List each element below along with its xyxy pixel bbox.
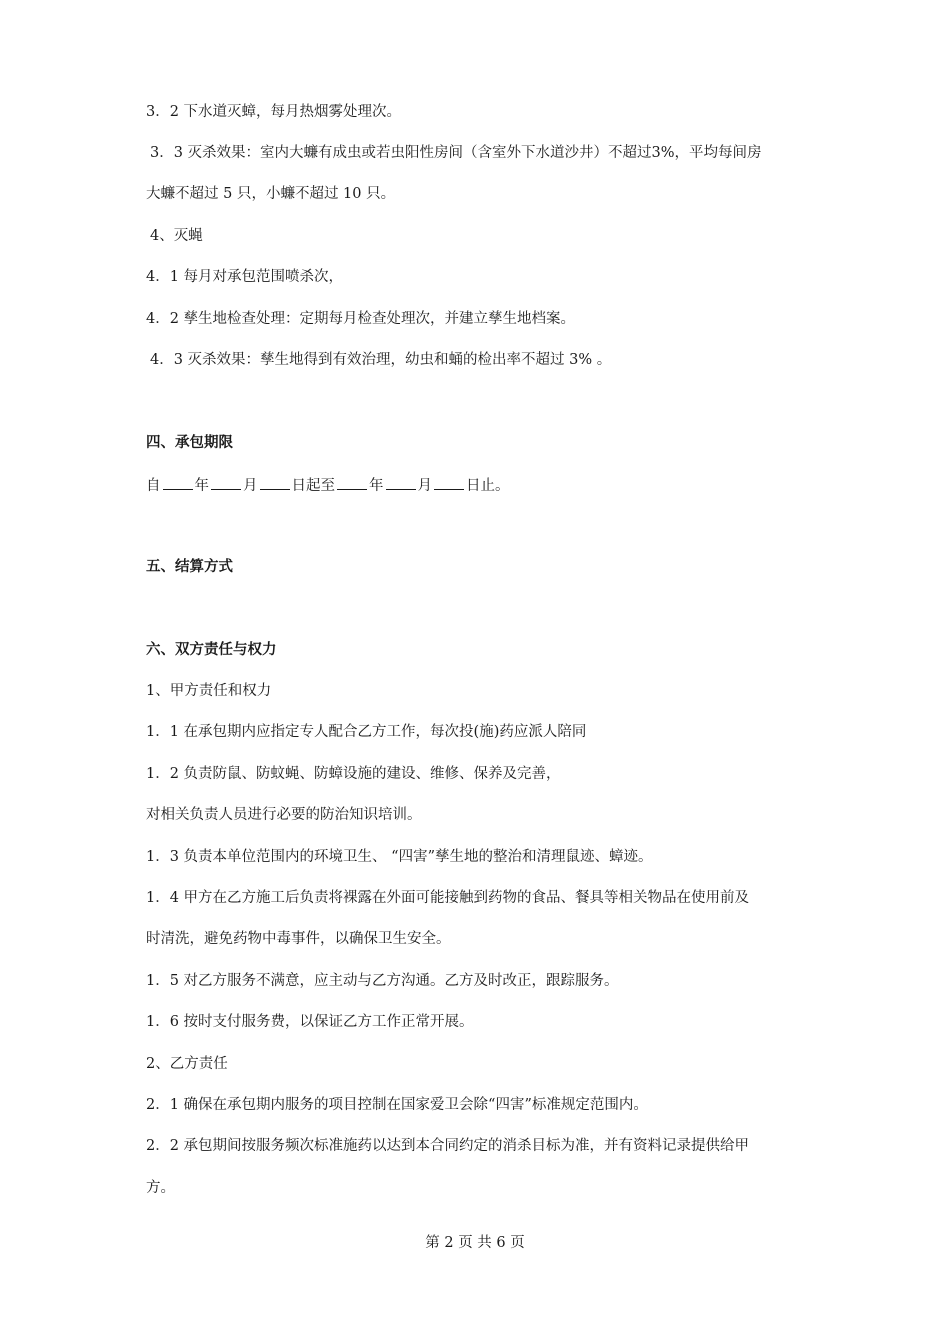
fill-blank [337, 475, 367, 490]
fill-blank [163, 475, 193, 490]
text-line: 大蠊不超过 5 只，小蠊不超过 10 只。 [146, 186, 396, 202]
text-line: 3．3 灭杀效果：室内大蠊有成虫或若虫阳性房间（含室外下水道沙井）不超过3%，平均每间房 [150, 145, 762, 161]
subsection-heading: 2、乙方责任 [146, 1056, 228, 1072]
period-text: 月 [243, 478, 258, 494]
period-text: 年 [194, 478, 209, 494]
text-line: 4．3 灭杀效果：孳生地得到有效治理，幼虫和蛹的检出率不超过 3% 。 [150, 352, 612, 368]
section-heading-responsibilities: 六、双方责任与权力 [146, 641, 277, 658]
fill-blank [386, 475, 416, 490]
period-text: 自 [146, 478, 161, 494]
period-text: 日止。 [466, 478, 510, 494]
section-heading-settlement: 五、结算方式 [146, 558, 233, 575]
period-text: 日起至 [291, 478, 335, 494]
subsection-heading: 1、甲方责任和权力 [146, 683, 272, 699]
contract-period-line [146, 475, 510, 496]
text-line: 对相关负责人员进行必要的防治知识培训。 [146, 807, 422, 823]
text-line: 1．6 按时支付服务费，以保证乙方工作正常开展。 [146, 1014, 474, 1030]
text-line: 1．5 对乙方服务不满意，应主动与乙方沟通。乙方及时改正，跟踪服务。 [146, 973, 619, 989]
text-line: 2．2 承包期间按服务频次标准施药以达到本合同约定的消杀目标为准，并有资料记录提供给甲 [146, 1138, 750, 1154]
text-line: 方。 [146, 1180, 175, 1196]
text-line: 4．1 每月对承包范围喷杀次， [146, 269, 344, 285]
text-line: 2．1 确保在承包期内服务的项目控制在国家爱卫会除“四害”标准规定范围内。 [146, 1097, 648, 1113]
text-line: 时清洗，避免药物中毒事件，以确保卫生安全。 [146, 931, 451, 947]
section-heading-period: 四、承包期限 [146, 434, 233, 451]
text-line: 3．2 下水道灭蟑，每月热烟雾处理次。 [146, 104, 402, 120]
text-line: 1．2 负责防鼠、防蚊蝇、防蟑设施的建设、维修、保养及完善， [146, 766, 561, 782]
period-text: 月 [417, 478, 432, 494]
text-line: 1．4 甲方在乙方施工后负责将裸露在外面可能接触到药物的食品、餐具等相关物品在使用前及 [146, 890, 750, 906]
period-text: 年 [369, 478, 384, 494]
fill-blank [260, 475, 290, 490]
fill-blank [434, 475, 464, 490]
fill-blank [211, 475, 241, 490]
subsection-heading: 4、灭蝇 [150, 228, 203, 244]
text-line: 1．1 在承包期内应指定专人配合乙方工作，每次投(施)药应派人陪同 [146, 724, 587, 740]
text-line: 1．3 负责本单位范围内的环境卫生、 “四害”孳生地的整治和清理鼠迹、蟑迹。 [146, 849, 653, 865]
page-number-footer: 第 2 页 共 6 页 [425, 1235, 525, 1251]
text-line: 4．2 孳生地检查处理：定期每月检查处理次，并建立孳生地档案。 [146, 311, 576, 327]
